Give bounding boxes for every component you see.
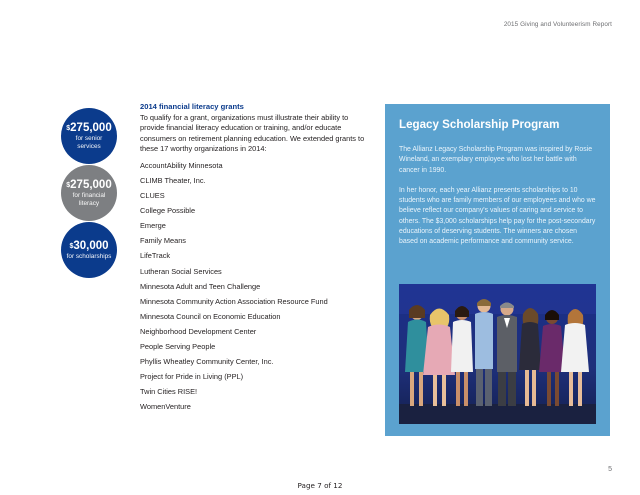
scholarship-winners-photo (399, 284, 596, 424)
report-title: 2015 Giving and Volunteerism Report (503, 21, 612, 28)
stat-circle-senior-services (61, 108, 117, 164)
page-indicator: Page 7 of 12 (297, 481, 343, 490)
list-item: Minnesota Adult and Teen Challenge (140, 281, 261, 291)
currency-symbol: $ (66, 125, 71, 132)
amount-value: 275,000 (70, 122, 112, 134)
scholarship-panel (385, 104, 610, 436)
stat-description: for financial literacy (72, 192, 106, 207)
amount-value: 275,000 (70, 179, 112, 191)
stat-amount (66, 179, 111, 191)
scholarship-title: Legacy Scholarship Program (399, 118, 560, 131)
list-item: Emerge (140, 221, 166, 231)
amount-value: 30,000 (73, 239, 109, 252)
currency-symbol: $ (69, 242, 74, 250)
list-item: Minnesota Community Action Association Resource Fund (140, 296, 328, 306)
list-item: Family Means (140, 236, 186, 246)
list-item: College Possible (140, 206, 196, 216)
grants-section (140, 102, 365, 414)
stat-amount (66, 122, 111, 134)
stat-circle-scholarships (61, 222, 117, 278)
currency-symbol: $ (66, 182, 71, 189)
grants-intro: To qualify for a grant, organizations must illustrate their ability to provide financial literacy education or training, and/or educate consumers on retirement planning education. We extended grants to these 17 worthy organizations in 2014: (140, 113, 365, 153)
list-item: LifeTrack (140, 251, 171, 261)
list-item: Phyllis Wheatley Community Center, Inc. (140, 356, 274, 366)
list-item: Neighborhood Development Center (140, 326, 257, 336)
scholarship-paragraph-1: The Allianz Legacy Scholarship Program was inspired by Rosie Wineland, an exemplary employee who lost her battle with cancer in 1990. (399, 146, 593, 174)
list-item: AccountAbility Minnesota (140, 161, 223, 171)
scholarship-paragraph-2: In her honor, each year Allianz presents scholarships to 10 students who are family members of our employees and who we believe reflect our company's values of caring and service to others. The $3,000 scholarships help pay for the post-secondary educations of deserving students. The winners are chosen based on academic performance and community service. (399, 186, 596, 246)
list-item: Twin Cities RISE! (140, 386, 198, 396)
list-item: Lutheran Social Services (140, 266, 222, 276)
stat-amount (69, 240, 108, 252)
list-item: People Serving People (140, 341, 216, 351)
list-item: Minnesota Council on Economic Education (140, 311, 281, 321)
list-item: Project for Pride in Living (PPL) (140, 371, 244, 381)
stat-description: for scholarships (66, 252, 112, 260)
stat-circle-financial-literacy (61, 165, 117, 221)
grants-heading: 2014 financial literacy grants (140, 102, 244, 111)
list-item: CLUES (140, 191, 165, 201)
organization-list (140, 158, 365, 414)
list-item: CLIMB Theater, Inc. (140, 176, 206, 186)
list-item: WomenVenture (140, 401, 191, 411)
stat-description: for senior services (75, 135, 103, 150)
page-number: 5 (608, 466, 612, 473)
